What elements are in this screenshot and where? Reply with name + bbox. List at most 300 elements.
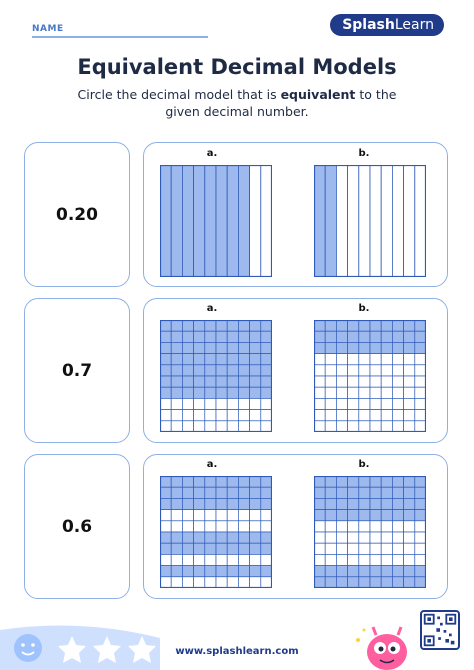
- grid-cell: [359, 331, 370, 342]
- grid-cell: [182, 498, 193, 509]
- grid-cell: [325, 365, 336, 376]
- grid-cell: [415, 577, 426, 588]
- grid-cell: [348, 577, 359, 588]
- grid-cell: [325, 510, 336, 521]
- grid-cell: [325, 387, 336, 398]
- brand-logo: [330, 14, 444, 36]
- grid-cell: [415, 354, 426, 365]
- grid-cell: [392, 387, 403, 398]
- grid-cell: [250, 498, 261, 509]
- grid-cell: [250, 521, 261, 532]
- grid-cell: [348, 498, 359, 509]
- grid-cell: [314, 410, 325, 421]
- grid-cell: [227, 421, 238, 432]
- grid-cell: [227, 566, 238, 577]
- grid-cell: [392, 354, 403, 365]
- grid-cell: [171, 354, 182, 365]
- option-label-3b: b.: [358, 459, 370, 470]
- grid-cell: [404, 521, 415, 532]
- grid-cell: [314, 398, 325, 409]
- grid-cell: [194, 498, 205, 509]
- grid-cell: [359, 421, 370, 432]
- column-strip: [314, 165, 325, 277]
- option-label-2a: a.: [206, 303, 218, 314]
- grid-cell: [250, 398, 261, 409]
- grid-cell: [415, 342, 426, 353]
- grid-cell: [160, 320, 171, 331]
- instructions: [60, 86, 414, 120]
- grid-cell: [392, 487, 403, 498]
- grid-cell: [227, 498, 238, 509]
- grid-cell: [216, 365, 227, 376]
- grid-cell: [238, 387, 249, 398]
- decimal-number-2: 0.7: [61, 360, 93, 381]
- grid-cell: [336, 387, 347, 398]
- grid-cell: [216, 487, 227, 498]
- grid-cell: [314, 498, 325, 509]
- grid-cell: [348, 398, 359, 409]
- grid-cell: [250, 510, 261, 521]
- grid-cell: [314, 543, 325, 554]
- footer-url[interactable]: www.splashlearn.com: [175, 646, 299, 657]
- grid-cell: [381, 331, 392, 342]
- grid-cell: [348, 476, 359, 487]
- grid-cell: [160, 543, 171, 554]
- grid-cell: [227, 543, 238, 554]
- grid-cell: [348, 342, 359, 353]
- grid-cell: [392, 476, 403, 487]
- grid-cell: [359, 566, 370, 577]
- grid-cell: [238, 398, 249, 409]
- grid-cell: [325, 487, 336, 498]
- grid-cell: [336, 398, 347, 409]
- instructions-emphasis: equivalent: [280, 87, 356, 102]
- grid-cell: [381, 521, 392, 532]
- grid-cell: [370, 387, 381, 398]
- qr-code-icon[interactable]: [420, 610, 460, 650]
- grid-cell: [182, 342, 193, 353]
- grid-cell: [194, 365, 205, 376]
- grid-cell: [205, 342, 216, 353]
- brand-logo-light: Learn: [394, 17, 434, 33]
- grid-cell: [348, 543, 359, 554]
- grid-cell: [348, 365, 359, 376]
- column-strip: [205, 165, 216, 277]
- grid-cell: [205, 510, 216, 521]
- grid-cell: [381, 498, 392, 509]
- grid-cell: [261, 376, 272, 387]
- grid-cell: [182, 521, 193, 532]
- grid-cell: [415, 521, 426, 532]
- grid-cell: [216, 398, 227, 409]
- grid-cell: [325, 532, 336, 543]
- grid-cell: [392, 342, 403, 353]
- grid-cell: [160, 387, 171, 398]
- grid-cell: [404, 566, 415, 577]
- grid-cell: [370, 543, 381, 554]
- grid-cell: [171, 410, 182, 421]
- grid-cell: [182, 554, 193, 565]
- grid-cell: [336, 532, 347, 543]
- grid-cell: [194, 342, 205, 353]
- grid-cell: [381, 410, 392, 421]
- grid-cell: [261, 487, 272, 498]
- grid-cell: [370, 532, 381, 543]
- grid-cell: [160, 487, 171, 498]
- grid-cell: [404, 476, 415, 487]
- grid-cell: [194, 543, 205, 554]
- grid-cell: [404, 376, 415, 387]
- grid-cell: [370, 320, 381, 331]
- grid-cell: [325, 521, 336, 532]
- grid-cell: [359, 398, 370, 409]
- grid-cell: [415, 566, 426, 577]
- grid-cell: [227, 365, 238, 376]
- grid-cell: [205, 577, 216, 588]
- grid-cell: [261, 498, 272, 509]
- grid-cell: [359, 510, 370, 521]
- grid-cell: [392, 320, 403, 331]
- grid-cell: [171, 331, 182, 342]
- grid-cell: [238, 410, 249, 421]
- grid-cell: [227, 521, 238, 532]
- grid-cell: [194, 476, 205, 487]
- grid-cell: [348, 532, 359, 543]
- grid-cell: [171, 554, 182, 565]
- grid-cell: [415, 320, 426, 331]
- decimal-model-2a[interactable]: [160, 320, 272, 432]
- grid-cell: [348, 331, 359, 342]
- grid-cell: [160, 554, 171, 565]
- grid-cell: [216, 532, 227, 543]
- column-strip: [348, 165, 359, 277]
- grid-cell: [182, 476, 193, 487]
- grid-cell: [325, 331, 336, 342]
- grid-cell: [314, 476, 325, 487]
- grid-cell: [359, 554, 370, 565]
- grid-cell: [250, 532, 261, 543]
- grid-cell: [227, 510, 238, 521]
- grid-cell: [261, 410, 272, 421]
- grid-cell: [238, 543, 249, 554]
- grid-cell: [182, 421, 193, 432]
- grid-cell: [205, 421, 216, 432]
- grid-cell: [250, 543, 261, 554]
- grid-cell: [314, 421, 325, 432]
- column-strip: [227, 165, 238, 277]
- grid-cell: [216, 554, 227, 565]
- grid-cell: [205, 543, 216, 554]
- grid-cell: [415, 510, 426, 521]
- grid-cell: [314, 554, 325, 565]
- grid-cell: [336, 320, 347, 331]
- grid-cell: [160, 577, 171, 588]
- grid-cell: [415, 387, 426, 398]
- grid-cell: [182, 354, 193, 365]
- grid-cell: [370, 331, 381, 342]
- grid-cell: [348, 421, 359, 432]
- grid-cell: [348, 376, 359, 387]
- grid-cell: [415, 398, 426, 409]
- grid-cell: [381, 566, 392, 577]
- decimal-model-2b[interactable]: [314, 320, 426, 432]
- grid-cell: [392, 543, 403, 554]
- grid-cell: [404, 331, 415, 342]
- grid-cell: [261, 521, 272, 532]
- grid-cell: [325, 354, 336, 365]
- grid-cell: [392, 376, 403, 387]
- grid-cell: [359, 577, 370, 588]
- grid-cell: [194, 554, 205, 565]
- grid-cell: [404, 577, 415, 588]
- grid-cell: [250, 331, 261, 342]
- grid-cell: [336, 498, 347, 509]
- column-strip: [359, 165, 370, 277]
- grid-cell: [404, 510, 415, 521]
- grid-cell: [194, 387, 205, 398]
- grid-cell: [261, 387, 272, 398]
- grid-cell: [359, 376, 370, 387]
- grid-cell: [314, 487, 325, 498]
- grid-cell: [238, 320, 249, 331]
- grid-cell: [261, 543, 272, 554]
- column-strip: [171, 165, 182, 277]
- grid-cell: [325, 577, 336, 588]
- brand-logo-bold: Splash: [342, 17, 395, 33]
- grid-cell: [261, 554, 272, 565]
- grid-cell: [359, 543, 370, 554]
- grid-cell: [216, 387, 227, 398]
- grid-cell: [160, 421, 171, 432]
- grid-cell: [392, 410, 403, 421]
- grid-cell: [160, 331, 171, 342]
- grid-cell: [194, 487, 205, 498]
- grid-cell: [194, 521, 205, 532]
- column-strip: [370, 165, 381, 277]
- grid-cell: [250, 421, 261, 432]
- grid-cell: [216, 577, 227, 588]
- grid-cell: [404, 543, 415, 554]
- grid-cell: [182, 532, 193, 543]
- name-line[interactable]: [32, 36, 208, 38]
- grid-cell: [359, 532, 370, 543]
- grid-cell: [160, 521, 171, 532]
- grid-cell: [314, 320, 325, 331]
- grid-cell: [336, 331, 347, 342]
- grid-cell: [216, 498, 227, 509]
- grid-cell: [171, 421, 182, 432]
- name-label: NAME: [32, 24, 64, 34]
- grid-cell: [205, 410, 216, 421]
- grid-cell: [392, 532, 403, 543]
- grid-cell: [160, 410, 171, 421]
- grid-cell: [336, 554, 347, 565]
- grid-cell: [182, 577, 193, 588]
- grid-cell: [238, 577, 249, 588]
- grid-cell: [205, 476, 216, 487]
- grid-cell: [415, 331, 426, 342]
- grid-cell: [227, 354, 238, 365]
- grid-cell: [359, 410, 370, 421]
- grid-cell: [381, 577, 392, 588]
- grid-cell: [359, 487, 370, 498]
- grid-cell: [238, 532, 249, 543]
- grid-cell: [404, 498, 415, 509]
- grid-cell: [359, 521, 370, 532]
- grid-cell: [370, 476, 381, 487]
- grid-cell: [171, 376, 182, 387]
- grid-cell: [359, 476, 370, 487]
- grid-cell: [325, 398, 336, 409]
- column-strip: [392, 165, 403, 277]
- grid-cell: [325, 410, 336, 421]
- grid-cell: [261, 331, 272, 342]
- grid-cell: [392, 521, 403, 532]
- instructions-before: Circle the decimal model that is: [77, 87, 281, 102]
- grid-cell: [194, 398, 205, 409]
- grid-cell: [250, 476, 261, 487]
- grid-cell: [348, 521, 359, 532]
- grid-cell: [171, 532, 182, 543]
- grid-cell: [404, 354, 415, 365]
- column-strip: [381, 165, 392, 277]
- grid-cell: [359, 342, 370, 353]
- column-strip: [250, 165, 261, 277]
- grid-cell: [238, 365, 249, 376]
- grid-cell: [381, 487, 392, 498]
- grid-cell: [261, 476, 272, 487]
- grid-cell: [336, 410, 347, 421]
- grid-cell: [404, 487, 415, 498]
- grid-cell: [238, 421, 249, 432]
- column-strip: [336, 165, 347, 277]
- grid-cell: [370, 342, 381, 353]
- grid-cell: [160, 510, 171, 521]
- grid-cell: [392, 577, 403, 588]
- grid-cell: [370, 354, 381, 365]
- grid-cell: [227, 398, 238, 409]
- grid-cell: [336, 543, 347, 554]
- grid-cell: [370, 554, 381, 565]
- column-strip: [216, 165, 227, 277]
- grid-cell: [205, 331, 216, 342]
- grid-cell: [194, 510, 205, 521]
- grid-cell: [205, 566, 216, 577]
- grid-cell: [348, 410, 359, 421]
- grid-cell: [404, 554, 415, 565]
- grid-cell: [261, 398, 272, 409]
- grid-cell: [415, 543, 426, 554]
- grid-cell: [171, 510, 182, 521]
- grid-cell: [238, 498, 249, 509]
- grid-cell: [370, 566, 381, 577]
- grid-cell: [348, 510, 359, 521]
- grid-cell: [227, 487, 238, 498]
- grid-cell: [314, 354, 325, 365]
- column-strip: [415, 165, 426, 277]
- grid-cell: [359, 354, 370, 365]
- grid-cell: [171, 365, 182, 376]
- grid-cell: [261, 320, 272, 331]
- grid-cell: [227, 532, 238, 543]
- grid-cell: [250, 554, 261, 565]
- grid-cell: [381, 532, 392, 543]
- grid-cell: [348, 387, 359, 398]
- grid-cell: [194, 421, 205, 432]
- grid-cell: [205, 398, 216, 409]
- column-strip: [261, 165, 272, 277]
- column-strip: [404, 165, 415, 277]
- decimal-model-1a[interactable]: [160, 165, 272, 277]
- grid-cell: [171, 476, 182, 487]
- decimal-model-1b[interactable]: [314, 165, 426, 277]
- grid-cell: [216, 566, 227, 577]
- grid-cell: [314, 532, 325, 543]
- grid-cell: [160, 398, 171, 409]
- grid-cell: [392, 498, 403, 509]
- grid-cell: [336, 342, 347, 353]
- grid-cell: [238, 510, 249, 521]
- decimal-model-3a[interactable]: [160, 476, 272, 588]
- decimal-model-3b[interactable]: [314, 476, 426, 588]
- grid-cell: [194, 354, 205, 365]
- grid-cell: [238, 554, 249, 565]
- grid-cell: [415, 410, 426, 421]
- grid-cell: [392, 398, 403, 409]
- grid-cell: [392, 510, 403, 521]
- grid-cell: [216, 476, 227, 487]
- grid-cell: [194, 577, 205, 588]
- grid-cell: [182, 320, 193, 331]
- grid-cell: [227, 577, 238, 588]
- grid-cell: [348, 354, 359, 365]
- grid-cell: [404, 320, 415, 331]
- grid-cell: [415, 376, 426, 387]
- grid-cell: [370, 510, 381, 521]
- grid-cell: [370, 521, 381, 532]
- grid-cell: [314, 365, 325, 376]
- grid-cell: [216, 521, 227, 532]
- grid-cell: [261, 510, 272, 521]
- grid-cell: [194, 320, 205, 331]
- grid-cell: [404, 421, 415, 432]
- grid-cell: [415, 532, 426, 543]
- grid-cell: [227, 376, 238, 387]
- grid-cell: [171, 577, 182, 588]
- grid-cell: [205, 376, 216, 387]
- grid-cell: [359, 387, 370, 398]
- grid-cell: [205, 365, 216, 376]
- grid-cell: [182, 365, 193, 376]
- decimal-card-3: [24, 454, 130, 599]
- grid-cell: [336, 577, 347, 588]
- grid-cell: [392, 566, 403, 577]
- grid-cell: [381, 421, 392, 432]
- grid-cell: [314, 342, 325, 353]
- grid-cell: [381, 354, 392, 365]
- grid-cell: [216, 421, 227, 432]
- grid-cell: [205, 554, 216, 565]
- grid-cell: [381, 543, 392, 554]
- grid-cell: [314, 566, 325, 577]
- grid-cell: [325, 476, 336, 487]
- grid-cell: [227, 320, 238, 331]
- grid-cell: [381, 376, 392, 387]
- grid-cell: [381, 342, 392, 353]
- grid-cell: [381, 476, 392, 487]
- grid-cell: [250, 387, 261, 398]
- grid-cell: [216, 543, 227, 554]
